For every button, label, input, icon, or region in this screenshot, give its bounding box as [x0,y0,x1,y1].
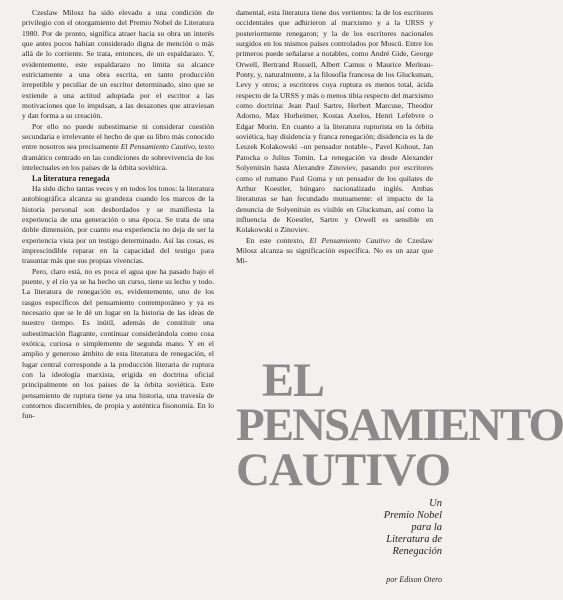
subtitle-line: Renegación [392,546,442,557]
text-span: , texto dramático centrado en las condiciones de sobrevivencia de los intelectuales en los países de la órbita soviética. [22,142,215,173]
paragraph: Ha sido dicho tantas veces y en todos los tonos: la literatura autobiográfica alcanza su grandeza cuando los marcos de la historia personal son desbordados y se manifiesta la experiencia de una generación o una época. Se trata de una doble dimensión, por cuanto esa experiencia no deja de ser la experiencia vista por un testigo determinado. Así las cosas, es imprescindible reparar en la capacidad del testigo para trasuntar más que sus propias vivencias. [22,183,214,266]
book-title-italic: El Pensamiento Cautivo [309,235,390,245]
subtitle-line: para la [411,522,442,533]
subtitle-line: Literatura de [386,534,442,545]
paragraph: damental, esta literatura tiene dos vertientes: la de los escritores occidentales que adhirieron al marxismo y a la URSS y posteriormente renegaron; y la de los escritores nacionales surgidos en los mismos países controlados por Moscú. Entre los primeros puede señalarse a notables, como André Gide, George Orwell, Bertrand Russell, Albert Camus o Maurice Merleau-Ponty, y, naturalmente, a la filosofía francesa de los Glucksman, Levy y otros; a escritores cuya ruptura es menos total, ácida respecto de la URSS y más o menos tibia respecto del marxismo como doctrina: Jean Paul Sartre, Herbert Marcuse, Theodor Adorno, Max Horheimer, Kostas Axelos, Henri Lefebvre o Edgar Morin. En cuanto a la literatura rupturista en la órbita soviética, hay disidencia y franca renegación; disidencia es la de Leszek Kolakowski –un pensador notable–, Pavel Kohout, Jan Patocka o Julius Tomin. La renegación va desde Alexander Solyenitsin hasta Alexandre Zinoviev, pasando por escritores como el rumano Paul Goma y un pensador de los quilates de Arthur Koestler, húngaro nacionalizado inglés. Ambas literaturas se han fecundado mutuamente: el impacto de la denuncia de Solyenitsin es visible en Glucksman, así como la influencia de Koestler, Sartre y Orwell es sensible en Kolakowski o Zinoviev. [236,8,433,235]
text-span: En este contexto, [246,235,310,245]
subtitle-line: Un [429,498,442,509]
book-title-italic: El Pensamiento Cautivo [120,142,195,152]
author-byline: por Edison Otero [386,575,442,584]
paragraph: Pero, claro está, no es poca el agua que ha pasado bajo el puente, y el río ya se ha hecho un curso, tiene su lecho y todo. La literatura de renegación es, evidentemente, uno de los rasgos específicos del pensamiento contemporáneo y ya es necesario que se le dé un lugar en la historia de las ideas de nuestro tiempo. Es inútil, además de constituir una subestimación flagrante, continuar considerándola como cosa exótica, curiosa o simplemente de segunda mano. Y en el amplio y generoso ámbito de esta literatura de renegación, el lugar central corresponde a la producción literaria de ruptura con la ideología marxista, erigida en doctrina oficial principalmente en los países de la órbita soviética. Este pensamiento de ruptura tiene ya una historia, una travesía de contornos discernibles, de propia y auténtica fisonomía. En lo fun- [22,266,214,421]
article-subtitle [330,498,442,558]
left-column [22,8,214,422]
title-line-2: PENSAMIENTO [236,399,563,451]
text-span: de Czeslaw Milosz alcanza su significación específica. No es un azar que Mi- [236,235,433,266]
title-line-3: CAUTIVO [236,444,451,496]
title-line-1: EL [262,354,325,407]
paragraph: Czeslaw Milosz ha sido elevado a una condición de privilegio con el otorgamiento del Premio Nobel de Literatura 1980. Por de pronto, significa atraer hacia su obra un interés que antes pocos habían considerado digna de mención o más allá de lo corriente. Se trata, entonces, de un espaldarazo. Y, evidentemente, este espaldarazo no limita su alcance estrictamente a una obra escrita, en tanto producción irrepetible y peculiar de un escritor determinado, sino que se extiende a una actitud adoptada por el escritor a las motivaciones que lo impulsan, a las desazones que atraviesan y dan forma a su creación. [22,8,214,121]
subtitle-line: Premio Nobel [383,510,442,521]
paragraph [236,236,433,267]
text-span: Por ello no puede subestimarse ni considerar cuestión secundaria e irrelevante el hecho de que su libro más conocido entre nosotros sea precisamente [22,121,214,152]
paragraph [22,122,214,174]
right-column [236,8,433,267]
section-subhead: La literatura renegada [32,173,110,183]
